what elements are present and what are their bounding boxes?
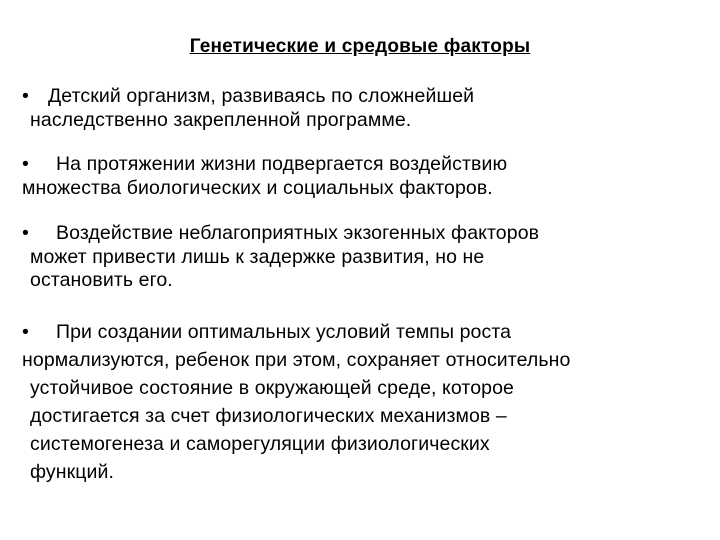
slide-title: Генетические и средовые факторы xyxy=(189,36,531,57)
bullet-dot: • xyxy=(22,85,29,107)
bullet-line: остановить его. xyxy=(30,269,173,291)
bullet-item-3 xyxy=(22,222,539,293)
bullet-line: множества биологических и социальных факторов. xyxy=(22,176,493,199)
bullet-text: Воздействие неблагоприятных экзогенных факторов xyxy=(56,222,540,244)
bullet-dot: • xyxy=(22,222,29,244)
bullet-text: На протяжении жизни подвергается воздействию xyxy=(56,153,508,175)
bullet-line: устойчивое состояние в окружающей среде, которое xyxy=(30,377,515,399)
bullet-item-2 xyxy=(22,153,507,200)
bullet-line: системогенеза и саморегуляции физиологических xyxy=(30,433,490,455)
bullet-line: может привести лишь к задержке развития, но не xyxy=(30,245,485,268)
bullet-line: наследственно закрепленной программе. xyxy=(30,108,412,131)
bullet-text: Детский организм, развиваясь по сложнейшей xyxy=(48,85,475,107)
bullet-item-1 xyxy=(22,85,474,132)
bullet-line xyxy=(22,85,474,109)
bullet-dot: • xyxy=(22,321,29,343)
bullet-line: функций. xyxy=(30,461,115,483)
bullet-line: достигается за счет физиологических механизмов – xyxy=(30,405,507,427)
bullet-dot: • xyxy=(22,153,29,175)
bullet-text: При создании оптимальных условий темпы роста xyxy=(56,321,512,343)
bullet-line: нормализуются, ребенок при этом, сохраняет относительно xyxy=(22,349,571,371)
bullet-item-4 xyxy=(22,318,570,486)
bullet-line xyxy=(22,222,539,246)
bullet-line xyxy=(22,318,570,346)
bullet-line xyxy=(22,153,507,177)
